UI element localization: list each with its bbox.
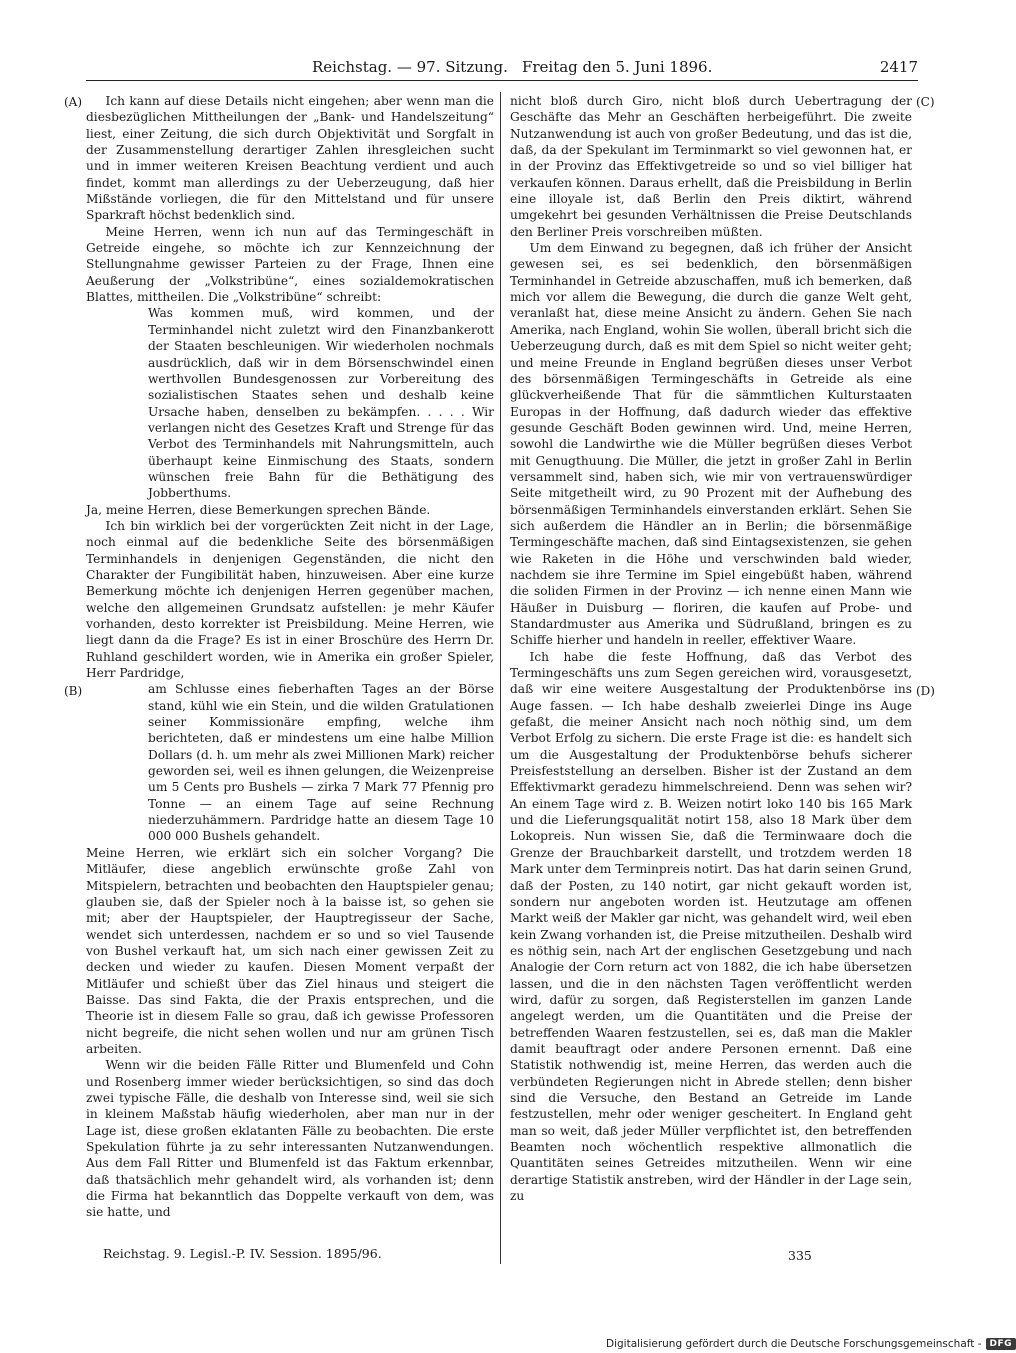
header-rule — [86, 80, 918, 81]
paragraph: Um dem Einwand zu begegnen, daß ich früher der Ansicht gewesen sei, es sei bedenklich, den börsenmäßigen Terminhandel in Getreide abzuschaffen, muß ich bemerken, daß mich vor allem die Bewegung, die durch die ganze Welt geht, veranlaßt hat, diese meine Ansicht zu ändern. Gehen Sie nach Amerika, nach England, wohin Sie wollen, überall bricht sich die Ueberzeugung durch, daß es mit dem Spiel so nicht weiter geht; und meine Freunde in England begrüßen dieses unser Verbot des börsenmäßigen Termingeschäfts in Getreide als eine glückverheißende That für die sämmtlichen Kulturstaaten Europas in der Hoffnung, daß dadurch wieder das effektive gesunde Geschäft Boden gewinnen wird. Und, meine Herren, sowohl die Landwirthe wie die Müller begrüßen dieses Verbot mit Genugthuung. Die Müller, die jetzt in großer Zahl in Berlin versammelt sind, haben sich, wie mir von vertrauenswürdiger Seite mitgetheilt wird, zu 90 Prozent mit der Aufhebung des börsenmäßigen Terminhandels einverstanden erklärt. Sehen Sie sich außerdem die Händler an in Berlin; die börsenmäßige Termingeschäfte machen, daß sind Eintagsexistenzen, sie gehen wie Raketen in die Höhe und verschwinden bald wieder, nachdem sie ihre Termine im Spiel eingebüßt haben, während die soliden Firmen in der Provinz — ich nenne einen Mann wie Häußer in Duisburg — floriren, die kaufen auf Probe- und Standardmuster aus Amerika und Südrußland, bringen es zu Schiffe hierher und handeln in reeller, effektiver Waare. — [510, 241, 912, 648]
paragraph: Wenn wir die beiden Fälle Ritter und Blumenfeld und Cohn und Rosenberg immer wieder berücksichtigen, so sind das doch zwei typische Fälle, die deshalb von Interesse sind, weil sie sich in kleinem Maßstab häufig wiederholen, aber man nur in der Lage ist, diese großen eklatanten Fälle zu beobachten. Die erste Spekulation führte ja zu sehr interessanten Nutzanwendungen. Aus dem Fall Ritter und Blumenfeld ist das Faktum erkennbar, daß thatsächlich mehr gehandelt wird, als vorhanden ist; denn die Firma hat bekanntlich das Doppelte verkauft von dem, was sie hatte, und — [86, 1058, 494, 1220]
column-divider — [500, 92, 501, 1264]
paragraph: Ja, meine Herren, diese Bemerkungen sprechen Bände. — [86, 502, 431, 517]
header-left: Reichstag. — 97. Sitzung. — [312, 58, 508, 76]
margin-marker-c: (C) — [916, 95, 935, 109]
margin-marker-d: (D) — [916, 684, 935, 698]
page-number: 2417 — [879, 58, 918, 76]
margin-marker-b: (B) — [64, 684, 83, 698]
paragraph: nicht bloß durch Giro, nicht bloß durch Uebertragung der Geschäfte das Mehr an Geschäften herbeigeführt. Die zweite Nutzanwendung ist auch von großer Bedeutung, und das ist die, daß, da der Spekulant im Terminmarkt so viel gewonnen hat, er in der Provinz das Effektivgetreide so und so viel billiger hat verkaufen können. Daraus erhellt, daß die Preisbildung in Berlin eine illoyale ist, daß Berlin den Preis diktirt, während umgekehrt bei gesunden Verhältnissen die Preise Deutschlands den Berliner Preis vorschreiben müßten. — [510, 94, 912, 239]
footer-session-info: Reichstag. 9. Legisl.-P. IV. Session. 1895/96. — [103, 1246, 382, 1261]
paragraph: Ich bin wirklich bei der vorgerückten Zeit nicht in der Lage, noch einmal auf die bedenkliche Seite des börsenmäßigen Terminhandels in denjenigen Gegenständen, die nicht den Charakter der Fungibilität haben, hinzuweisen. Aber eine kurze Bemerkung möchte ich denjenigen Herren gegenüber machen, welche den allgemeinen Grundsatz aufstellen: je mehr Käufer vorhanden, desto korrekter ist Preisbildung. Meine Herren, wie liegt dann da die Frage? Es ist in einer Broschüre des Herrn Dr. Ruhland geschildert worden, wie in Amerika ein großer Spieler, Herr Pardridge, — [86, 518, 494, 681]
right-column — [510, 93, 912, 1204]
header-center: Freitag den 5. Juni 1896. — [521, 58, 713, 76]
block-quote: Was kommen muß, wird kommen, und der Terminhandel nicht zuletzt wird den Finanzbankerott der Staaten beschleunigen. Wir wiederholen nochmals ausdrücklich, daß wir in dem Börsenschwindel einen werthvollen Bundesgenossen zur Vorbereitung des sozialistischen Staates sehen und deshalb keine Ursache haben, denselben zu bekämpfen. . . . . Wir verlangen nicht des Gesetzes Kraft und Strenge für das Verbot des Terminhandels mit Nahrungsmitteln, auch überhaupt keine Einmischung des Staats, sondern wünschen freie Bahn für die Bethätigung des Jobberthums. — [148, 306, 494, 501]
paragraph: Ich kann auf diese Details nicht eingehen; aber wenn man die diesbezüglichen Mittheilungen der „Bank- und Handelszeitung“ liest, einer Zeitung, die sich durch Objektivität und Sorgfalt in der Zusammenstellung derartiger Zahlen ihresgleichen sucht und in immer weiteren Kreisen Beachtung verdient und auch findet, kommt man allerdings zu der Ueberzeugung, daß hier Mißstände vorliegen, die für den Mittelstand und für unsere Sparkraft höchst bedenklich sind. — [86, 94, 494, 223]
block-quote: am Schlusse eines fieberhaften Tages an der Börse stand, kühl wie ein Stein, und die wilden Gratulationen seiner Kommissionäre empfing, welche ihm berichteten, daß er mindestens um eine halbe Million Dollars (d. h. um mehr als zwei Millionen Mark) reicher geworden sei, weil es ihnen gelungen, die Weizenpreise um 5 Cents pro Bushels — zirka 7 Mark 77 Pfennig pro Tonne — an einem Tage auf seine Rechnung niederzuhämmern. Pardridge hatte an diesem Tage 10 000 000 Bushels gehandelt. — [148, 682, 494, 844]
footer-sheet-number: 335 — [788, 1248, 812, 1263]
paragraph: Meine Herren, wenn ich nun auf das Termingeschäft in Getreide eingehe, so möchte ich zur Kennzeichnung der Stellungnahme gewisser Parteien zu der Frage, Ihnen eine Aeußerung der „Volkstribüne“, eines sozialdemokratischen Blattes, mittheilen. Die „Volkstribüne“ schreibt: — [86, 224, 494, 305]
paragraph: Ich habe die feste Hoffnung, daß das Verbot des Termingeschäfts uns zum Segen gereichen wird, vorausgesetzt, daß wir eine weitere Ausgestaltung der Produktenbörse ins Auge fassen. — Ich habe deshalb zweierlei Dinge ins Auge gefaßt, die meiner Ansicht nach noch nöthig sind, um dem Verbot Erfolg zu sichern. Die erste Frage ist die: es handelt sich um die Ausgestaltung der Produktenbörse behufs sicherer Preisfeststellung an derselben. Bisher ist der Zustand an dem Effektivmarkt geradezu himmelschreiend. Denn was sehen wir? An einem Tage wird z. B. Weizen notirt loko 140 bis 165 Mark und die Lieferungsqualität notirt 158, also 18 Mark über dem Lokopreis. Nun wissen Sie, daß die Terminwaare doch die Grenze der Brauchbarkeit darstellt, und trotzdem werden 18 Mark unter dem Terminpreis notirt. Das hat darin seinen Grund, daß der Posten, zu 140 notirt, gar nicht gekauft worden ist, sondern nur angeboten worden ist. Heutzutage am offenen Markt weiß der Makler gar nicht, was gehandelt wird, weil eben kein Zwang vorhanden ist, die Preise mitzutheilen. Deshalb wird es nöthig sein, nach Art der englischen Gesetzgebung und nach Analogie der Corn return act von 1882, die ich habe übersetzen lassen, und die in den nächsten Tagen veröffentlicht werden wird, dafür zu sorgen, daß Registerstellen im ganzen Lande angelegt werden, um die Quantitäten und die Preise der betreffenden Waaren festzustellen, sei es, daß man die Makler damit beauftragt oder andere Personen ernennt. Daß eine Statistik nothwendig ist, meine Herren, das werden auch die verbündeten Regierungen nicht in Abrede stellen; denn bisher sind die Versuche, den Bestand an Getreide im Lande festzustellen, mehr oder weniger gescheitert. In England geht man so weit, daß jeder Müller verpflichtet ist, den betreffenden Beamten noch wöchentlich respektive allmonatlich die Quantitäten seines Getreides mitzutheilen. Wenn wir eine derartige Statistik anstreben, wird der Händler in der Lage sein, zu — [510, 649, 912, 1204]
credit-text: Digitalisierung gefördert durch die Deutsche Forschungsgemeinschaft - — [606, 1338, 982, 1350]
margin-marker-a: (A) — [64, 95, 83, 109]
paragraph: Meine Herren, wie erklärt sich ein solcher Vorgang? Die Mitläufer, diese angeblich erwünschte große Zahl von Mitspielern, betrachten und beobachten den Hauptspieler genau; glauben sie, daß der Spieler noch à la baisse ist, so gehen sie mit; aber der Hauptspieler, der Hauptregisseur der Sache, wendet sich unterdessen, nachdem er so und so viel Tausende von Bushel verkauft hat, um sich nach einer gewissen Zeit zu decken und wieder zu kaufen. Diesen Moment verpaßt der Mitläufer und schießt über das Ziel hinaus und steigert die Baisse. Das sind Fakta, die der Praxis entsprechen, und die Theorie ist in diesem Falle so grau, daß ich gewisse Professoren nicht begreife, die nicht sehen wollen und nur am grünen Tisch arbeiten. — [86, 845, 494, 1056]
dfg-logo: DFG — [986, 1338, 1016, 1350]
digitization-credit — [606, 1338, 1016, 1350]
left-column — [86, 93, 494, 1221]
running-header — [60, 56, 918, 78]
